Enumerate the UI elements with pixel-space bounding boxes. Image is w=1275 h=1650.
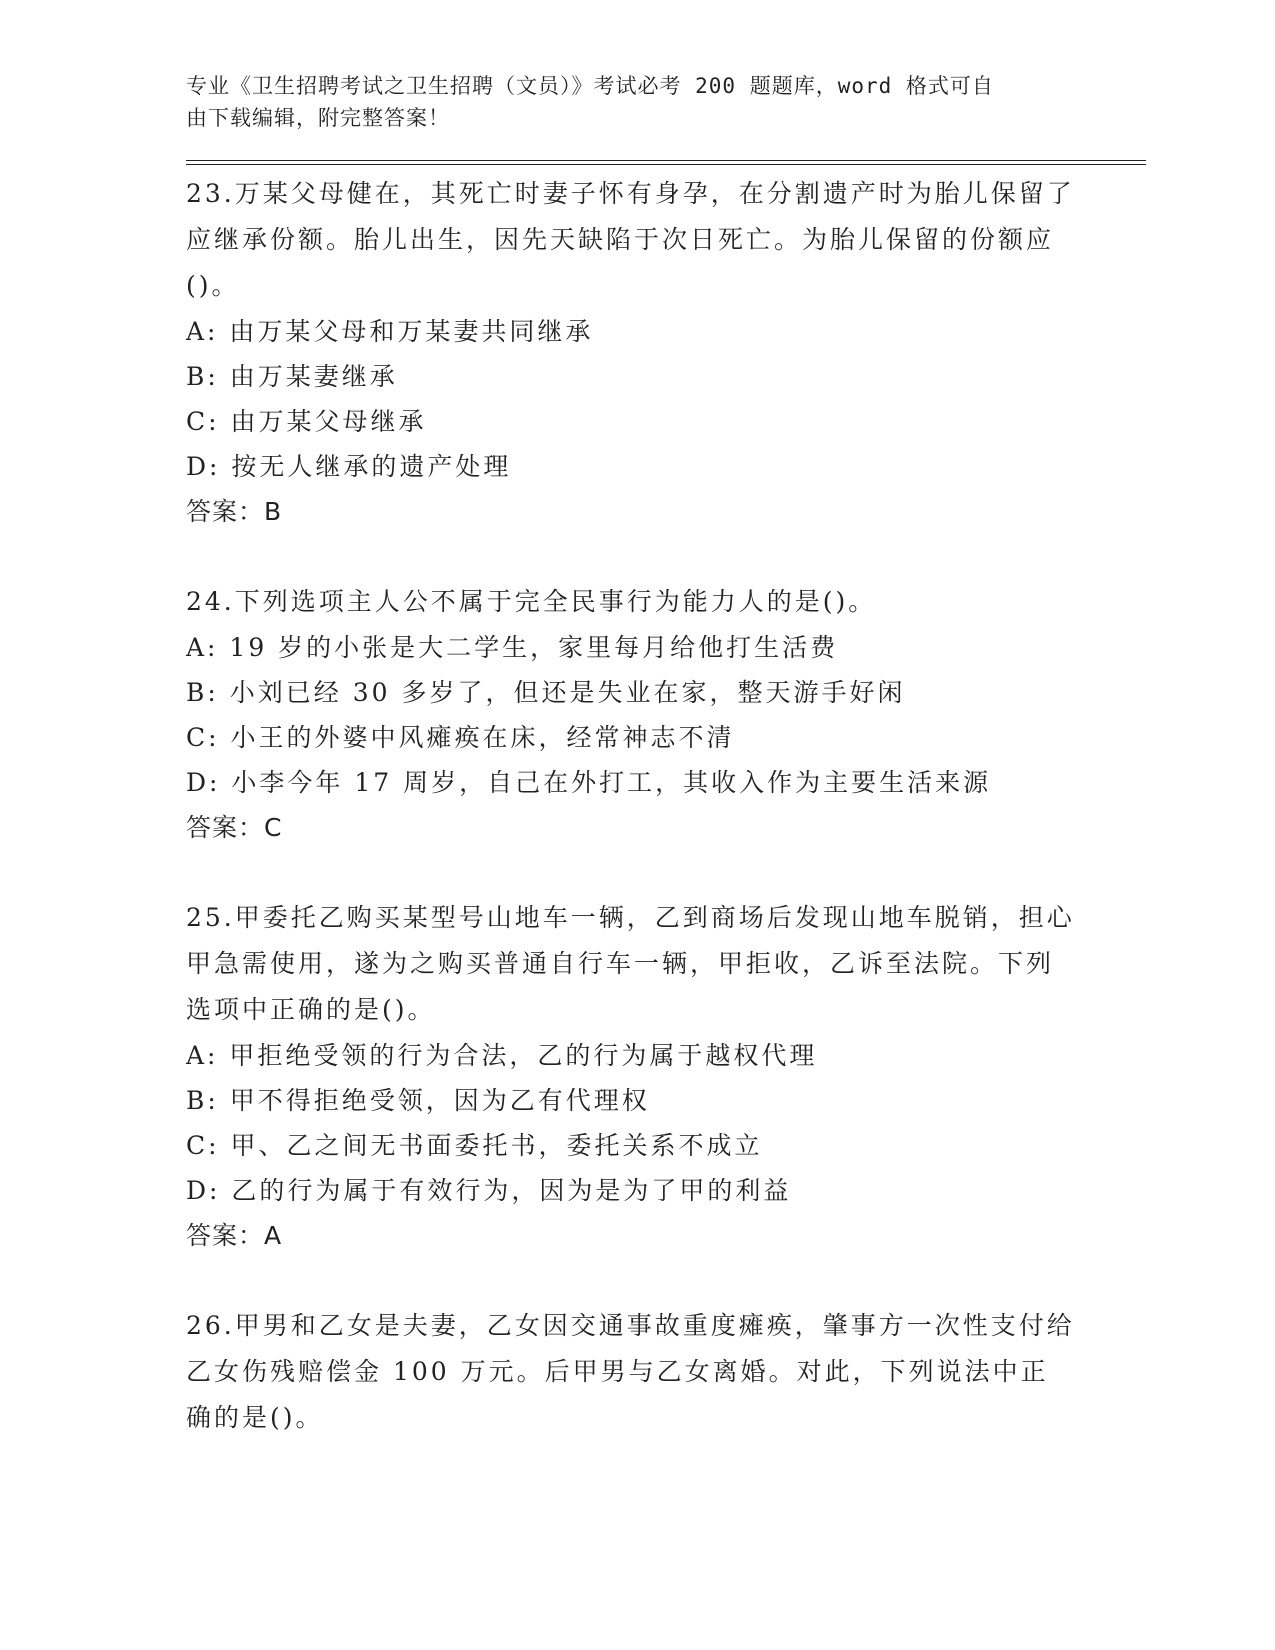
answer-line: 答案：B	[186, 497, 283, 526]
option-d: D: 按无人继承的遗产处理	[186, 452, 512, 481]
document-header	[186, 70, 1066, 134]
option-b: B: 由万某妻继承	[186, 362, 398, 391]
question-stem: 23.万某父母健在，其死亡时妻子怀有身孕，在分割遗产时为胎儿保留了应继承份额。胎儿出生，因先天缺陷于次日死亡。为胎儿保留的份额应()。	[186, 179, 1075, 300]
option-b: B: 甲不得拒绝受领，因为乙有代理权	[186, 1086, 650, 1115]
question-gap	[186, 535, 1146, 573]
option-c: C: 小王的外婆中风瘫痪在床，经常神志不清	[186, 723, 735, 752]
option-c: C: 甲、乙之间无书面委托书，委托关系不成立	[186, 1131, 763, 1160]
question-stem: 25.甲委托乙购买某型号山地车一辆，乙到商场后发现山地车脱销，担心甲急需使用，遂为之购买普通自行车一辆，甲拒收，乙诉至法院。下列选项中正确的是()。	[186, 903, 1075, 1024]
option-d: D: 小李今年 17 周岁，自己在外打工，其收入作为主要生活来源	[186, 768, 992, 797]
option-a: A: 由万某父母和万某妻共同继承	[186, 317, 594, 346]
question-stem: 26.甲男和乙女是夫妻，乙女因交通事故重度瘫痪，肇事方一次性支付给乙女伤残赔偿金 100 万元。后甲男与乙女离婚。对此，下列说法中正确的是()。	[186, 1311, 1075, 1432]
question-26	[186, 1303, 1146, 1441]
option-b: B: 小刘已经 30 多岁了，但还是失业在家，整天游手好闲	[186, 678, 906, 707]
question-gap	[186, 851, 1146, 889]
option-d: D: 乙的行为属于有效行为，因为是为了甲的利益	[186, 1176, 792, 1205]
header-line-2: 由下载编辑，附完整答案！	[186, 106, 450, 130]
document-page	[186, 70, 1146, 1441]
question-25	[186, 895, 1146, 1259]
header-divider	[186, 160, 1146, 165]
header-line-1: 专业《卫生招聘考试之卫生招聘（文员）》考试必考 200 题题库，word 格式可自	[186, 74, 994, 98]
option-a: A: 19 岁的小张是大二学生，家里每月给他打生活费	[186, 633, 839, 662]
answer-line: 答案：A	[186, 1221, 283, 1250]
option-a: A: 甲拒绝受领的行为合法，乙的行为属于越权代理	[186, 1041, 818, 1070]
question-23	[186, 171, 1146, 535]
question-gap	[186, 1259, 1146, 1297]
option-c: C: 由万某父母继承	[186, 407, 427, 436]
question-24	[186, 579, 1146, 851]
question-stem: 24.下列选项主人公不属于完全民事行为能力人的是()。	[186, 587, 877, 616]
answer-line: 答案：C	[186, 813, 283, 842]
